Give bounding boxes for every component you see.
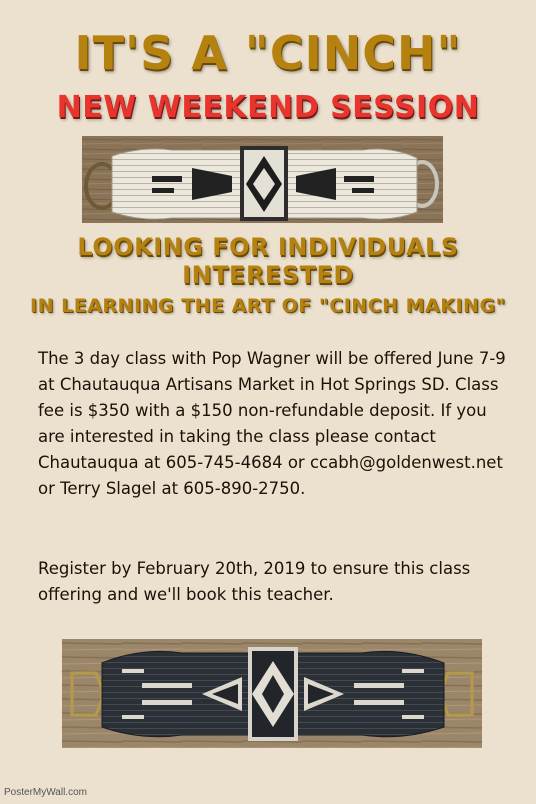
- registration-paragraph: [38, 556, 508, 608]
- paragraph-line: at Chautauqua Artisans Market in Hot Springs SD. Class: [38, 375, 499, 394]
- heading-learning-art: IN LEARNING THE ART OF "CINCH MAKING": [30, 295, 506, 317]
- paragraph-line: The 3 day class with Pop Wagner will be offered June 7-9: [38, 349, 506, 368]
- white-cinch-photo: [82, 136, 443, 223]
- paragraph-line: fee is $350 with a $150 non-refundable deposit. If you: [38, 401, 487, 420]
- paragraph-line: offering and we'll book this teacher.: [38, 585, 334, 604]
- poster-title: IT'S A "CINCH": [74, 26, 462, 80]
- poster-subtitle: NEW WEEKEND SESSION: [56, 90, 480, 125]
- paragraph-line: are interested in taking the class please contact: [38, 427, 436, 446]
- paragraph-line: Register by February 20th, 2019 to ensure this class: [38, 559, 471, 578]
- paragraph-line: Chautauqua at 605-745-4684 or ccabh@goldenwest.net: [38, 453, 503, 472]
- heading-looking-for: LOOKING FOR INDIVIDUALS INTERESTED: [77, 233, 459, 289]
- paragraph-line: or Terry Slagel at 605-890-2750.: [38, 479, 306, 498]
- postermywall-watermark: PosterMyWall.com: [4, 787, 87, 798]
- class-details-paragraph: [38, 346, 508, 502]
- black-cinch-photo: [62, 639, 482, 748]
